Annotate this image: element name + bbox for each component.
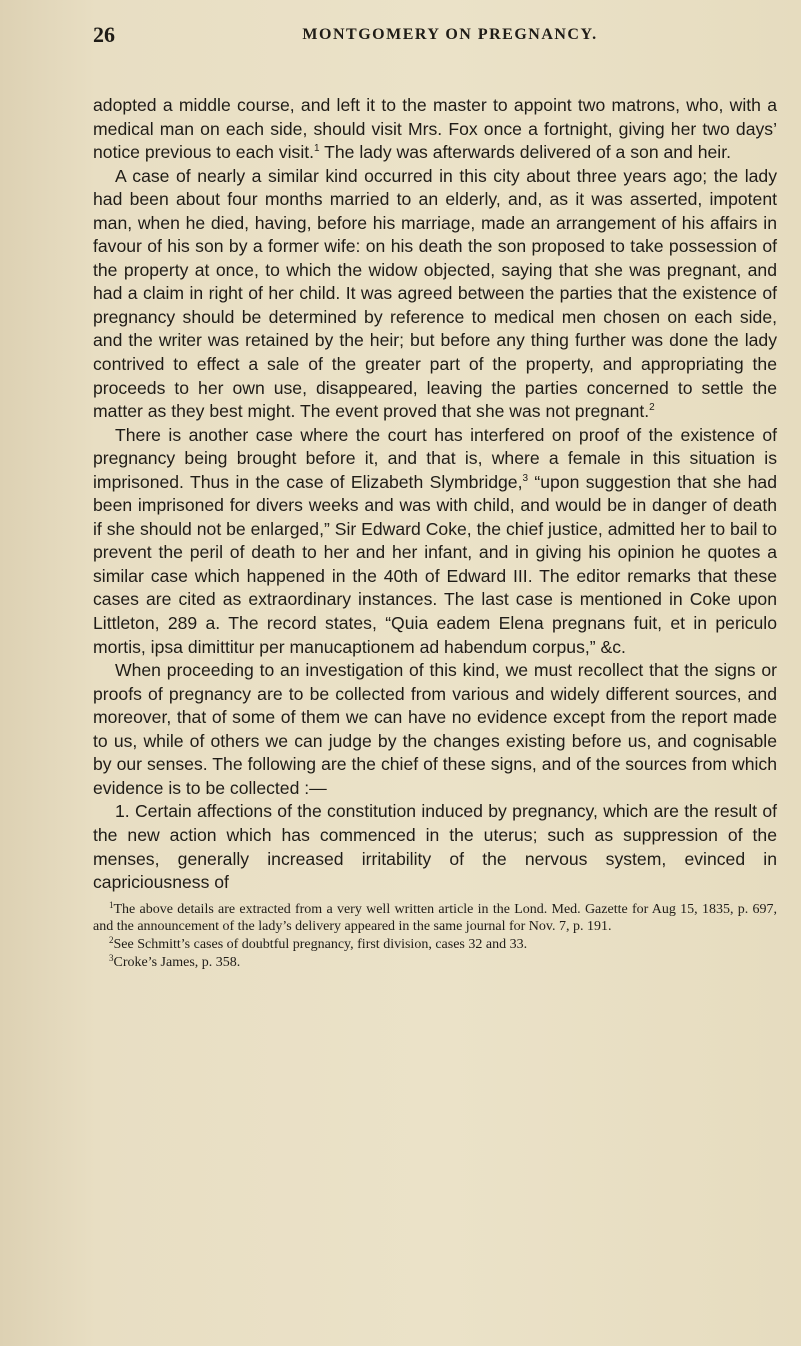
- paragraph-text: 1. Certain affections of the constitution induced by pregnancy, which are the result of the new action which has commenced in the uterus; such as suppression of the menses, generally increased irritability of the nervous system, evinced in capriciousness of: [93, 801, 777, 893]
- paragraph-text: A case of nearly a similar kind occurred in this city about three years ago; the lady had been about four months married to an elderly, and, as it was asserted, impotent man, when he died, having, before his marriage, made an arrangement of his affairs in favour of his son by a former wife: on his death the son proposed to take possession of the property at once, to which the widow objected, saying that she was pregnant, and had a claim in right of her child. It was agreed between the parties that the existence of pregnancy should be determined by reference to medical men chosen on each side, and the writer was retained by the heir; but before any thing further was done the lady contrived to effect a sale of the greater part of the property, and appropriating the proceeds to her own use, disappeared, leaving the parties concerned to settle the matter as they best might. The event proved that she was not pregnant.: [93, 165, 777, 422]
- paragraph-text: The lady was afterwards delivered of a son and heir.: [319, 142, 731, 163]
- paragraph-text: There is another case where the court has interfered on proof of the existence of pregnancy being brought before it, and that is, where a female in this situation is imprisoned. Thus in the case of Elizabeth Slymbridge,: [93, 424, 777, 492]
- footnote-text: Croke’s James, p. 358.: [113, 954, 241, 970]
- paragraph: [93, 800, 777, 894]
- footnote-text: See Schmitt’s cases of doubtful pregnancy, first division, cases 32 and 33.: [113, 937, 528, 953]
- paragraph-text: When proceeding to an investigation of this kind, we must recollect that the signs or proofs of pregnancy are to be collected from various and widely different sources, and moreover, that of some of them we can have no evidence except from the report made to us, while of others we can judge by the changes existing before us, and cognisable by our senses. The following are the chief of these signs, and of the sources from which evidence is to be collected :—: [93, 660, 777, 798]
- paragraph: [93, 94, 777, 165]
- running-title: MONTGOMERY ON PREGNANCY.: [302, 26, 598, 43]
- paragraph: [93, 659, 777, 800]
- footnote-mark: 3: [109, 952, 114, 963]
- paragraph: [93, 165, 777, 424]
- footnote-text: The above details are extracted from a very well written article in the Lond. Med. Gazette for Aug 15, 1835, p. 697, and the announcement of the lady’s delivery appeared in the same journal for Nov. 7, p. 191.: [93, 901, 777, 935]
- footnote-mark: 1: [109, 899, 114, 910]
- footnotes: [93, 901, 777, 972]
- footnote: [93, 901, 777, 937]
- page-number: 26: [93, 22, 115, 47]
- footnote: [93, 954, 777, 972]
- paragraph-text: “upon suggestion that she had been imprisoned for divers weeks and was with child, and would be in danger of death if she should not be enlarged,” Sir Edward Coke, the chief justice, admitted her to bail to prevent the peril of death to her and her infant, and in giving his opinion he quotes a similar case which happened in the 40th of Edward III. The editor remarks that these cases are cited as extraordinary instances. The last case is mentioned in Coke upon Littleton, 289 a. The record states, “Quia eadem Elena pregnans fuit, et in periculo mortis, ipsa dimittitur per manucaptionem ad habendum corpus,” &c.: [93, 471, 777, 657]
- footnote-reference: 3: [522, 472, 529, 484]
- footnote-reference: 1: [314, 143, 320, 155]
- paragraph: [93, 424, 777, 659]
- footnote-reference: 2: [649, 402, 655, 414]
- footnote: [93, 936, 777, 954]
- running-head: [93, 22, 777, 52]
- footnote-mark: 2: [109, 935, 114, 946]
- body-text: [93, 94, 777, 895]
- paragraph-text: adopted a middle course, and left it to the master to appoint two matrons, who, with a medical man on each side, should visit Mrs. Fox once a fortnight, giving her two days’ notice previous to each visit.: [93, 95, 777, 163]
